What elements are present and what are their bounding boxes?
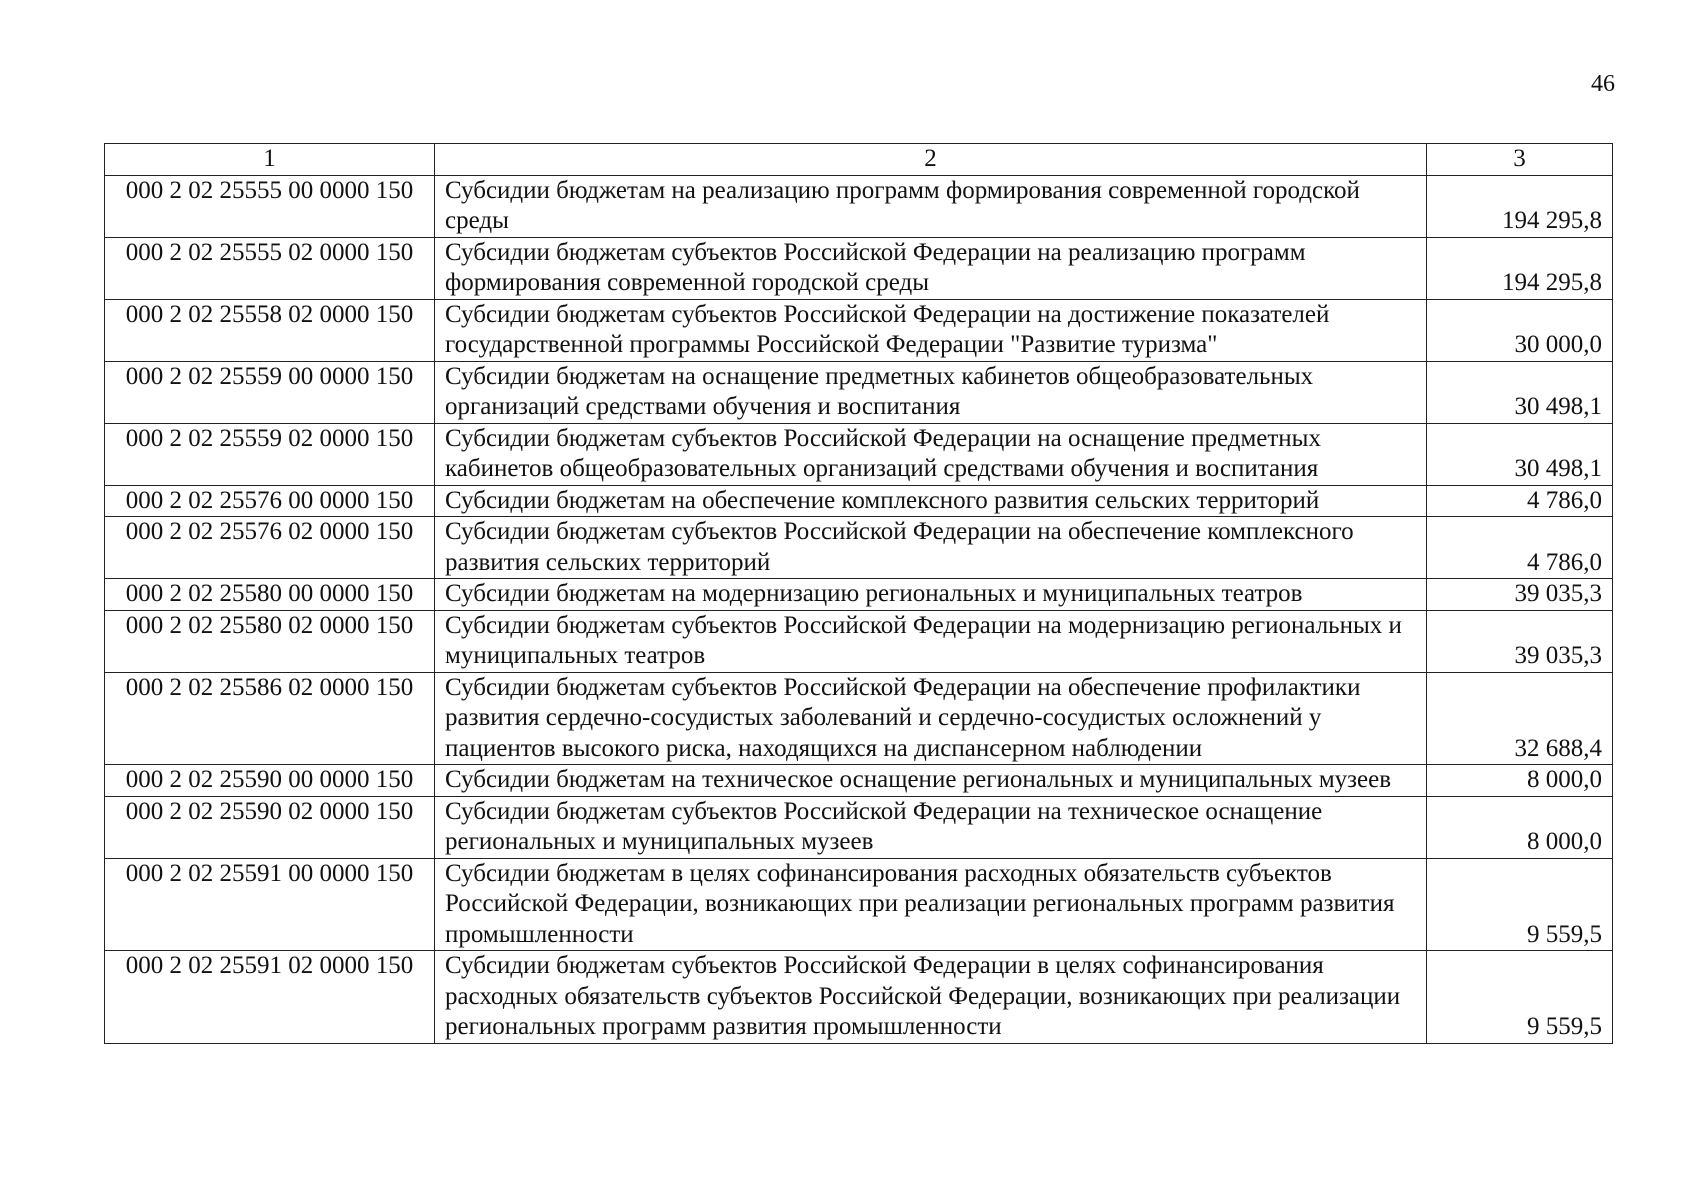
- description-cell: Субсидии бюджетам субъектов Российской Федерации на обеспечение комплексного развития сельских территорий: [435, 517, 1427, 579]
- budget-code-cell: 000 2 02 25559 02 0000 150: [105, 423, 435, 485]
- table-row: [105, 423, 1613, 485]
- table-row: [105, 299, 1613, 361]
- amount-cell: 194 295,8: [1427, 237, 1613, 299]
- budget-code-cell: 000 2 02 25580 02 0000 150: [105, 610, 435, 672]
- amount-cell: 8 000,0: [1427, 796, 1613, 858]
- description-cell: Субсидии бюджетам субъектов Российской Федерации на техническое оснащение региональных и муниципальных музеев: [435, 796, 1427, 858]
- budget-code-cell: 000 2 02 25580 00 0000 150: [105, 579, 435, 611]
- amount-cell: 194 295,8: [1427, 175, 1613, 237]
- amount-cell: 9 559,5: [1427, 858, 1613, 951]
- amount-cell: 32 688,4: [1427, 672, 1613, 765]
- amount-cell: 39 035,3: [1427, 610, 1613, 672]
- table-row: [105, 485, 1613, 517]
- table-row: [105, 175, 1613, 237]
- budget-table: [104, 143, 1613, 1044]
- description-cell: Субсидии бюджетам на оснащение предметных кабинетов общеобразовательных организаций средствами обучения и воспитания: [435, 361, 1427, 423]
- table-row: [105, 951, 1613, 1044]
- budget-code-cell: 000 2 02 25576 00 0000 150: [105, 485, 435, 517]
- column-header-name: 2: [435, 144, 1427, 176]
- amount-cell: 39 035,3: [1427, 579, 1613, 611]
- description-cell: Субсидии бюджетам в целях софинансирования расходных обязательств субъектов Российской Федерации, возникающих при реализации региональных программ развития промышленности: [435, 858, 1427, 951]
- amount-cell: 4 786,0: [1427, 517, 1613, 579]
- amount-cell: 8 000,0: [1427, 765, 1613, 797]
- description-cell: Субсидии бюджетам субъектов Российской Федерации в целях софинансирования расходных обязательств субъектов Российской Федерации, возникающих при реализации региональных программ развития промышленности: [435, 951, 1427, 1044]
- table-row: [105, 361, 1613, 423]
- column-header-code: 1: [105, 144, 435, 176]
- description-cell: Субсидии бюджетам на обеспечение комплексного развития сельских территорий: [435, 485, 1427, 517]
- table-row: [105, 237, 1613, 299]
- page-number: 46: [1591, 71, 1615, 97]
- budget-code-cell: 000 2 02 25555 00 0000 150: [105, 175, 435, 237]
- budget-code-cell: 000 2 02 25590 02 0000 150: [105, 796, 435, 858]
- budget-code-cell: 000 2 02 25590 00 0000 150: [105, 765, 435, 797]
- amount-cell: 30 498,1: [1427, 423, 1613, 485]
- description-cell: Субсидии бюджетам субъектов Российской Федерации на достижение показателей государственной программы Российской Федерации "Развитие туризма": [435, 299, 1427, 361]
- column-header-amount: 3: [1427, 144, 1613, 176]
- amount-cell: 4 786,0: [1427, 485, 1613, 517]
- table-row: [105, 858, 1613, 951]
- amount-cell: 30 498,1: [1427, 361, 1613, 423]
- table-row: [105, 796, 1613, 858]
- budget-code-cell: 000 2 02 25576 02 0000 150: [105, 517, 435, 579]
- budget-code-cell: 000 2 02 25591 00 0000 150: [105, 858, 435, 951]
- amount-cell: 30 000,0: [1427, 299, 1613, 361]
- table-header-row: [105, 144, 1613, 176]
- description-cell: Субсидии бюджетам субъектов Российской Федерации на модернизацию региональных и муниципальных театров: [435, 610, 1427, 672]
- table-row: [105, 610, 1613, 672]
- description-cell: Субсидии бюджетам субъектов Российской Федерации на оснащение предметных кабинетов общеобразовательных организаций средствами обучения и воспитания: [435, 423, 1427, 485]
- budget-code-cell: 000 2 02 25558 02 0000 150: [105, 299, 435, 361]
- budget-code-cell: 000 2 02 25586 02 0000 150: [105, 672, 435, 765]
- description-cell: Субсидии бюджетам на реализацию программ формирования современной городской среды: [435, 175, 1427, 237]
- table-row: [105, 517, 1613, 579]
- description-cell: Субсидии бюджетам субъектов Российской Федерации на реализацию программ формирования современной городской среды: [435, 237, 1427, 299]
- description-cell: Субсидии бюджетам на модернизацию региональных и муниципальных театров: [435, 579, 1427, 611]
- budget-code-cell: 000 2 02 25559 00 0000 150: [105, 361, 435, 423]
- table-row: [105, 765, 1613, 797]
- table-row: [105, 672, 1613, 765]
- description-cell: Субсидии бюджетам субъектов Российской Федерации на обеспечение профилактики развития сердечно-сосудистых заболеваний и сердечно-сосудистых осложнений у пациентов высокого риска, находящихся на диспансерном наблюдении: [435, 672, 1427, 765]
- table-row: [105, 579, 1613, 611]
- amount-cell: 9 559,5: [1427, 951, 1613, 1044]
- description-cell: Субсидии бюджетам на техническое оснащение региональных и муниципальных музеев: [435, 765, 1427, 797]
- budget-code-cell: 000 2 02 25591 02 0000 150: [105, 951, 435, 1044]
- budget-code-cell: 000 2 02 25555 02 0000 150: [105, 237, 435, 299]
